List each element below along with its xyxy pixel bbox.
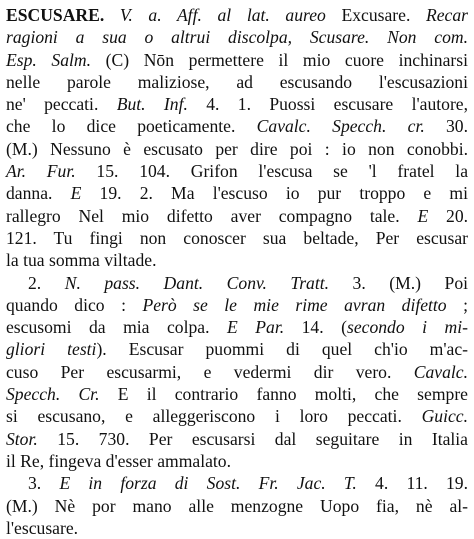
text-segment: 2. [28,272,65,293]
italic-text: N. pass. Dant. Conv. Tratt. [64,272,330,293]
text-line [6,361,468,383]
italic-text: Recar [425,5,468,25]
text-segment: rallegro Nel mio difetto aver compagno tale. [6,205,418,226]
text-segment: 4. 1. Puossi escusare l'autore, [187,94,469,115]
text-segment: 20. [428,205,469,226]
text-line [6,517,468,539]
text-line [6,160,468,182]
text-line [6,49,468,71]
italic-text: E [70,183,82,204]
text-line [6,450,468,472]
text-line [6,4,468,26]
text-segment: Excusare. [325,5,426,25]
text-segment: si escusano, e alleggeriscono i loro peccati. [6,406,422,427]
italic-text: Ar. Fur. [6,161,76,182]
italic-text: V. a. Aff. al lat. aureo [119,5,326,25]
text-segment: 19. 2. Ma l'escuso io pur troppo e mi [81,183,468,204]
text-segment: 14. ( [284,317,347,338]
text-segment: quando dico : [6,294,143,315]
text-line [6,71,468,93]
text-segment [104,5,120,25]
italic-text: Specch. Cr. [6,384,100,405]
text-line [6,93,468,115]
text-line [6,138,468,160]
italic-text: E Par. [227,317,285,338]
text-line [6,316,468,338]
text-line [6,428,468,450]
text-line [6,405,468,427]
text-line [6,115,468,137]
italic-text: Cavalc. Specch. cr. [256,116,425,137]
italic-text: E in forza di Sost. Fr. Jac. T. [59,473,357,494]
text-line [6,227,468,249]
text-segment: 30. [424,116,469,137]
text-segment: la tua somma viltade. [6,250,157,271]
dictionary-entry-escusare [6,4,468,539]
text-line [6,272,468,294]
italic-text: Cavalc. [413,361,468,382]
text-segment: E il contrario fanno molti, che sempre [99,384,468,405]
text-segment: ). Escusar puommi di quel ch'io m'ac- [96,339,468,360]
text-segment: nelle parole maliziose, ad escusando l'escusazioni [6,71,468,92]
italic-text: gliori testi [6,339,97,360]
text-line [6,495,468,517]
text-line [6,338,468,360]
text-segment: 3. [28,473,60,494]
italic-text: Esp. Salm. [6,49,92,70]
text-line [6,26,468,48]
text-line [6,472,468,494]
text-segment: (M.) Nè por mano alle menzogne Uopo fia, nè al- [6,495,468,516]
text-line [6,249,468,271]
text-segment: il Re, fingeva d'esser ammalato. [6,450,231,471]
text-line [6,294,468,316]
text-segment: 15. 730. Per escusarsi dal seguitare in Italia [37,428,468,449]
text-segment: cuso Per escusarmi, e vedermi dir vero. [6,361,414,382]
text-segment: ne' peccati. [6,94,117,115]
text-segment: escusomi da mia colpa. [6,317,228,338]
text-segment: 4. 11. 19. [356,473,469,494]
text-segment: (C) Nōn permettere il mio cuore inchinarsi [91,49,468,70]
text-line [6,383,468,405]
text-segment: (M.) Nessuno è escusato per dire poi : io non conobbi. [6,138,468,159]
italic-text: Però se le mie rime avran difetto [142,294,447,315]
text-segment: 3. (M.) Poi [329,272,469,293]
text-line [6,182,468,204]
italic-text: ragioni a sua o altrui discolpa, Scusare. Non com. [6,27,468,48]
text-segment: l'escusare. [6,517,79,538]
italic-text: Stor. [6,428,38,449]
italic-text: E [417,205,429,226]
text-segment: danna. [6,183,71,204]
text-line [6,205,468,227]
text-segment: 121. Tu fingi non conoscer sua beltade, Per escusar [6,227,468,248]
headword: ESCUSARE. [6,5,105,25]
text-segment: che lo dice poeticamente. [6,116,257,137]
italic-text: Guicc. [421,406,468,427]
italic-text: secondo i mi- [347,317,469,338]
italic-text: But. Inf. [116,94,188,115]
text-segment: 15. 104. Grifon l'escusa se 'l fratel la [75,161,469,182]
text-segment: ; [446,294,468,315]
